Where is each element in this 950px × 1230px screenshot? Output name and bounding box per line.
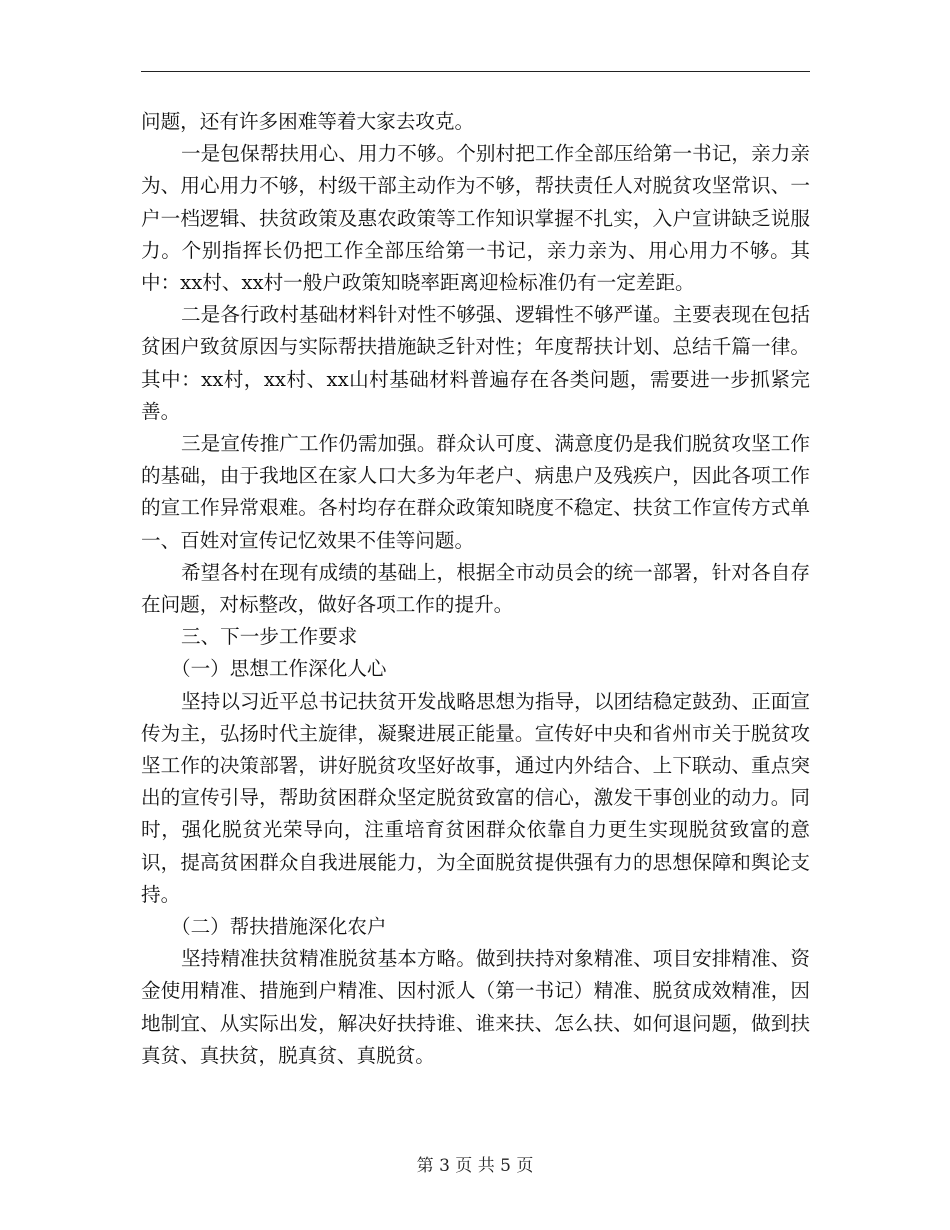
document-body (141, 106, 810, 1072)
paragraph-problem-two: 二是各行政村基础材料针对性不够强、逻辑性不够严谨。主要表现在包括贫困户致贫原因与实际帮扶措施缺乏针对性；年度帮扶计划、总结千篇一律。其中：xx村，xx村、xx山村基础材料普遍存在各类问题，需要进一步抓紧完善。 (141, 303, 810, 423)
paragraph-ideology-work: 坚持以习近平总书记扶贫开发战略思想为指导，以团结稳定鼓劲、正面宣传为主，弘扬时代主旋律，凝聚进展正能量。宣传好中央和省州市关于脱贫攻坚工作的决策部署，讲好脱贫攻坚好故事，通过内外结合、上下联动、重点突出的宣传引导，帮助贫困群众坚定脱贫致富的信心，激发干事创业的动力。同时，强化脱贫光荣导向，注重培育贫困群众依靠自力更生实现脱贫致富的意识，提高贫困群众自我进展能力，为全面脱贫提供强有力的思想保障和舆论支持。 (141, 689, 810, 906)
paragraph-problem-one: 一是包保帮扶用心、用力不够。个别村把工作全部压给第一书记，亲力亲为、用心用力不够，村级干部主动作为不够，帮扶责任人对脱贫攻坚常识、一户一档逻辑、扶贫政策及惠农政策等工作知识掌握不扎实，入户宣讲缺乏说服力。个别指挥长仍把工作全部压给第一书记，亲力亲为、用心用力不够。其中：xx村、xx村一般户政策知晓率距离迎检标准仍有一定差距。 (141, 142, 810, 295)
page-number-footer: 第 3 页 共 5 页 (416, 1156, 534, 1176)
paragraph-assistance-measures: 坚持精准扶贫精准脱贫基本方略。做到扶持对象精准、项目安排精准、资金使用精准、措施到户精准、因村派人（第一书记）精准、脱贫成效精准，因地制宜、从实际出发，解决好扶持谁、谁来扶、怎么扶、如何退问题，做到扶真贫、真扶贫，脱真贫、真脱贫。 (141, 947, 810, 1067)
header-rule (141, 71, 810, 72)
paragraph-expectation: 希望各村在现有成绩的基础上，根据全市动员会的统一部署，针对各自存在问题，对标整改，做好各项工作的提升。 (141, 560, 810, 617)
section-heading-next-steps: 三、下一步工作要求 (181, 625, 358, 649)
paragraph-continuation: 问题，还有许多困难等着大家去攻克。 (141, 110, 475, 133)
subheading-ideology-work: （一）思想工作深化人心 (171, 657, 387, 681)
subheading-assistance-measures: （二）帮扶措施深化农户 (171, 915, 387, 939)
paragraph-problem-three: 三是宣传推广工作仍需加强。群众认可度、满意度仍是我们脱贫攻坚工作的基础，由于我地区在家人口大多为年老户、病患户及残疾户，因此各项工作的宣工作异常艰难。各村均存在群众政策知晓度不稳定、扶贫工作宣传方式单一、百姓对宣传记忆效果不佳等问题。 (141, 432, 810, 552)
